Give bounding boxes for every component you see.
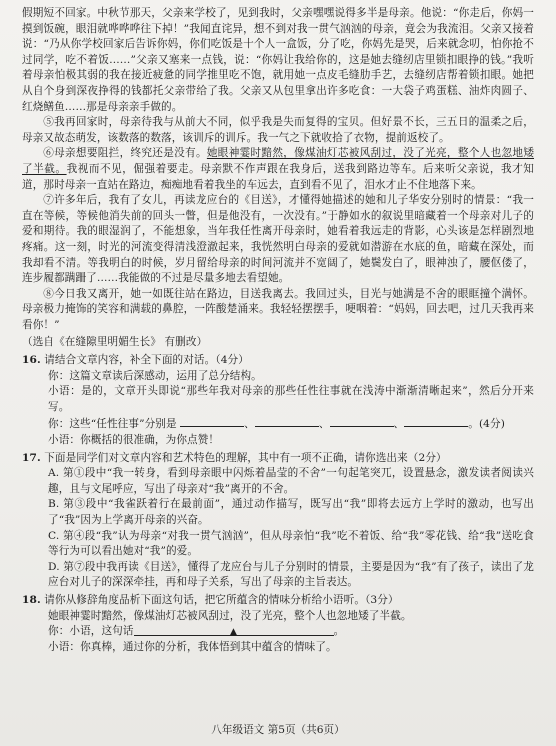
page-content [22,6,534,655]
q18-stem: 请你从修辞角度品析下面这句话，把它所蕴含的情味分析给小语听。（3分） [44,593,399,606]
q17-option-a: A. 第①段中“我一转身，看到母亲眼中闪烁着晶莹的不舍”一句起笔突兀，设置悬念，激发读者阅读兴趣，且与文尾呼应，写出了母亲对“我”离开的不舍。 [48,467,534,495]
q18-number: 18. [22,593,41,606]
answer-blank-3[interactable] [330,415,394,427]
q16-number: 16. [22,354,41,367]
passage-paragraph-6 [22,146,534,193]
question-16 [22,353,534,449]
q17-option-d: D. 第⑦段中我再读《目送》，懂得了龙应台与儿子分别时的情景，主要是因为“我”有了孩子，读出了龙应台对儿子的深深牵挂，再和母子关系，写出了母亲的主旨表达。 [48,560,534,589]
question-18 [22,593,534,655]
q18-line-1: 你：小语，这句话 ▲ 。 [48,625,345,638]
underlined-sentence: 她眼神霎时黯然，像煤油灯芯被风刮过，没了光亮，整个人也忽地矮了半截。 [22,147,535,175]
q16-line-3: 你：这些“任性往事”分别是 、 、 、 。(4分) [22,415,534,433]
passage-paragraph-8: ⑧今日我又离开，她一如既往站在路边，目送我离去。我回过头，目光与她满是不舍的眼眶撞个满怀。母亲极力掩饰的笑容和满载的鼻腔，一阵酸楚涌来。我轻轻摆摆手，哽咽着：“妈妈，回去吧，过几天我再来看你！” [22,287,534,331]
p6-part-b: 我视而不见，倔强着要走。母亲默不作声跟在我身后，送我到路边等车。后来听父亲说，我才知道，那时母亲一直站在路边，痴痴地看着我坐的车远去，直到看不见了，泪水才止不住地落下来。 [22,162,534,191]
answer-blank-1[interactable] [180,415,244,427]
p6-part-a: ⑥母亲想要阻拦，终究还是没有。 [43,147,207,160]
q16-line-4: 小语：你概括的很准确，为你点赞！ [48,434,220,447]
answer-blank-4[interactable] [404,415,468,427]
q17-option-c: C. 第④段“我”认为母亲“对我一贯气汹汹”，但从母亲怕“我”吃不着饭、给“我”零花钱、给“我”送吃食等行为可以看出她对“我”的爱。 [48,529,534,558]
answer-blank-2[interactable] [255,415,319,427]
q17-number: 17. [22,451,41,464]
q17-stem: 下面是同学们对文章内容和艺术特色的理解，其中有一项不正确，请你选出来（2分） [44,451,447,464]
passage-paragraph-4: 假期短不回家。中秋节那天，父亲来学校了，见到我时，父亲嘿嘿说得多半是母亲。他说：“你走后，你妈一摸到饭碗，眼泪就哗哗哗往下掉！”我闻直诧异，想不到对我一贯气汹汹的母亲，竟会为我流泪。父亲又接着说：“乃从你学校回家后告诉你妈，你们吃饭是十个人一盒饭，分了吃，你妈先是哭，后来就念叨，怕你抢不过同学，吃不着饭……”父亲又塞来一点钱，说：“你妈让我给你的，这是她去缝纫店里锁扣眼挣的钱。”我听着母亲怕极其弱的我在接近疲惫的同学推里吃不饱，就用她一点皮毛缝肋手艺，去缝纫店帮着锁扣眼。她把从自个身到深夜挣得的钱都托父亲带给了我。父亲又从包里拿出许多吃食：一大袋子鸡蛋糕、油炸肉圆子、红烧鳝鱼……那是母亲亲手做的。 [22,7,534,113]
passage-paragraph-5: ⑤我再回家时，母亲待我与从前大不同，似乎我是失而复得的宝贝。但好景不长，三五日的温柔之后，母亲又故态萌发，该数落的数落，该训斥的训斥。我一气之下就收拾了衣物，提前返校了。 [22,116,534,144]
passage-source: （选自《在缝隙里明媚生长》 有删改） [22,336,208,349]
triangle-marker-icon: ▲ [230,627,238,638]
question-17 [22,451,534,591]
q16-line-1: 你：这篇文章读后深感动，运用了总分结构。 [48,369,262,382]
answer-blank-q18[interactable] [134,624,334,636]
q17-option-b: B. 第③段中“我雀跃着行在最前面”，通过动作描写，既写出“我”即将去远方上学时的激动，也写出了“我”因为上学离开母亲的兴奋。 [48,498,534,526]
q16-line-2: 小语：是的，文章开头即说“那些年我对母亲的那些任性往事就在浅涛中渐渐清晰起来”，然后分开来写。 [48,385,534,413]
passage-paragraph-7: ⑦许多年后，我有了女儿，再读龙应台的《目送》，才懂得她描述的她和儿子华安分别时的情景：“我一直在等候，等候他消失前的回头一瞥，但是他没有，一次没有。”于静如水的叙说里暗藏着一个母亲对儿子的爱和期待。我的眼湿润了，不能想象，当年我任性离开母亲时，她看着我远走的背影，心头该是怎样剧烈地疼痛。这一刻，时光的河流变得清浅澄澈起来，我恍然明白母亲的爱就如潜游在水底的鱼，暗藏在深处，而我却看不清。等我明白的时候，岁月留给母亲的时间河流并不宽阔了，她鬓发白了，眼神浊了，腰伛偻了，连步履都蹒跚了……我能做的不过是尽量多地去看望她。 [22,194,534,285]
q18-quote: 她眼神霎时黯然，像煤油灯芯被风刮过，没了光亮，整个人也忽地矮了半截。 [48,609,412,622]
page-footer: 八年级语文 第5页（共6页） [211,724,345,736]
q16-stem: 请结合文章内容，补全下面的对话。（4分） [44,354,249,367]
q18-line-2: 小语：你真棒，通过你的分析，我体悟到其中蕴含的情味了。 [48,640,337,653]
